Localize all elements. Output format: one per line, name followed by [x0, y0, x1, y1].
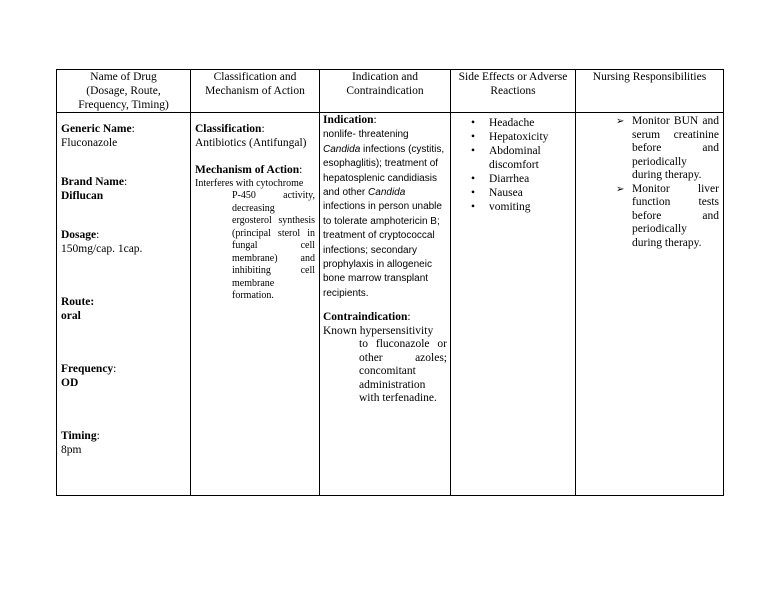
dosage-value: 150mg/cap. 1cap. [61, 242, 143, 255]
classification-cell [191, 113, 320, 496]
indication-cell [320, 113, 451, 496]
header-line: Contraindication [346, 85, 424, 97]
arrow-bullet-icon: ➢ [616, 116, 625, 127]
bullet-icon: • [471, 145, 476, 157]
list-item: • vomiting [471, 201, 531, 213]
header-line: (Dosage, Route, [86, 85, 161, 97]
classification-value: Antibiotics (Antifungal) [195, 136, 307, 149]
generic-name-block: Generic Name: Fluconazole [61, 123, 135, 149]
dosage-label: Dosage [61, 229, 97, 241]
indication-block: Indication: nonlife- threatening Candida infections (cystitis, esophaglitis); treatment of hepatosplenic candidiasis and other Candida infections in person unable to tolerate amphotericin B; treatment of cryptococcal infections; secondary prophylaxis in allogeneic bone marrow transplant recipients. [323, 114, 445, 299]
nursing-item [576, 183, 719, 251]
brand-name-value: Diflucan [61, 189, 104, 202]
list-item: • Nausea [471, 187, 523, 199]
indication-text: infections in person unable to tolerate amphotericin B; treatment of cryptococcal infections; secondary prophylaxis in allogeneic bone marrow transplant recipients. [323, 201, 442, 299]
brand-name-block: Brand Name: Diflucan [61, 176, 128, 202]
bullet-icon: • [471, 173, 476, 185]
list-item: • Hepatoxicity [471, 131, 549, 143]
timing-block: Timing: 8pm [61, 430, 100, 456]
bullet-icon: • [471, 131, 476, 143]
brand-name-label: Brand Name [61, 176, 124, 188]
indication-italic: Candida [323, 143, 361, 155]
header-line: Name of Drug [90, 71, 157, 83]
header-indication [320, 70, 451, 113]
frequency-value: OD [61, 376, 79, 389]
contraindication-label: Contraindication [323, 311, 408, 324]
bullet-icon: • [471, 117, 476, 129]
header-line: Indication and [351, 71, 419, 83]
bullet-icon: • [471, 201, 476, 213]
list-item: • Headache [471, 117, 535, 129]
mechanism-label: Mechanism of Action [195, 164, 300, 176]
nursing-item-text: Monitor BUN and serum creatinine before and periodically during therapy. [632, 115, 719, 181]
route-block [61, 296, 186, 323]
drug-card-table [56, 69, 724, 496]
contraindication-text-rest: to fluconazole or other azoles; concomitant administration with terfenadine. [359, 338, 447, 405]
classification-label: Classification [195, 123, 262, 135]
header-line: Classification and [213, 71, 297, 83]
route-label: Route: [61, 296, 95, 308]
route-value: oral [61, 309, 81, 322]
nursing-item [576, 115, 719, 183]
header-line: Frequency, Timing) [78, 99, 169, 111]
side-effects-list [451, 116, 575, 214]
mechanism-block: Mechanism of Action: Interferes with cytochrome P-450 activity, decreasing ergosterol synthesis (principal sterol in fungal cell membrane) and inhibiting cell membrane formation. [195, 164, 315, 301]
drug-name-cell [57, 113, 191, 496]
header-row [57, 70, 724, 113]
header-classification [191, 70, 320, 113]
indication-text: infections (cystitis, esophaglitis); treatment of hepatosplenic candidiasis and other [323, 143, 445, 199]
indication-italic: Candida [368, 187, 406, 199]
bullet-icon: • [471, 187, 476, 199]
list-item: • Diarrhea [471, 173, 530, 185]
side-effects-cell [451, 113, 576, 496]
header-line: Nursing Responsibilities [592, 71, 707, 83]
frequency-label: Frequency [61, 363, 114, 375]
header-nursing [576, 70, 724, 113]
body-row [57, 113, 724, 496]
mechanism-text-first: Interferes with cytochrome [195, 177, 304, 189]
contraindication-block: Contraindication: Known hypersensitivity to fluconazole or other azoles; concomitant administration with terfenadine. [323, 311, 447, 405]
nursing-item-text: Monitor liver function tests before and periodically during therapy. [632, 182, 719, 249]
header-line: Reactions [490, 85, 536, 97]
header-name-of-drug [57, 70, 191, 113]
header-side-effects [451, 70, 576, 113]
contraindication-text-first: Known hypersensitivity [323, 324, 434, 337]
arrow-bullet-icon: ➢ [616, 183, 625, 195]
indication-text: nonlife- threatening [323, 129, 409, 141]
mechanism-text-rest: P-450 activity, decreasing ergosterol synthesis (principal sterol in fungal cell membrane) and inhibiting cell membrane formation. [232, 190, 315, 301]
nursing-cell [576, 113, 724, 496]
timing-value: 8pm [61, 443, 82, 456]
list-item: • Abdominal discomfort [471, 145, 541, 171]
generic-name-value: Fluconazole [61, 136, 118, 149]
timing-label: Timing [61, 430, 97, 442]
header-line: Mechanism of Action [205, 85, 305, 97]
frequency-block: Frequency: OD [61, 363, 117, 389]
indication-label: Indication [323, 114, 374, 126]
header-line: Side Effects or Adverse [458, 71, 568, 83]
dosage-block: Dosage: 150mg/cap. 1cap. [61, 229, 143, 255]
classification-block: Classification: Antibiotics (Antifungal) [195, 123, 307, 149]
mechanism-text [195, 178, 315, 303]
generic-name-label: Generic Name [61, 123, 132, 135]
